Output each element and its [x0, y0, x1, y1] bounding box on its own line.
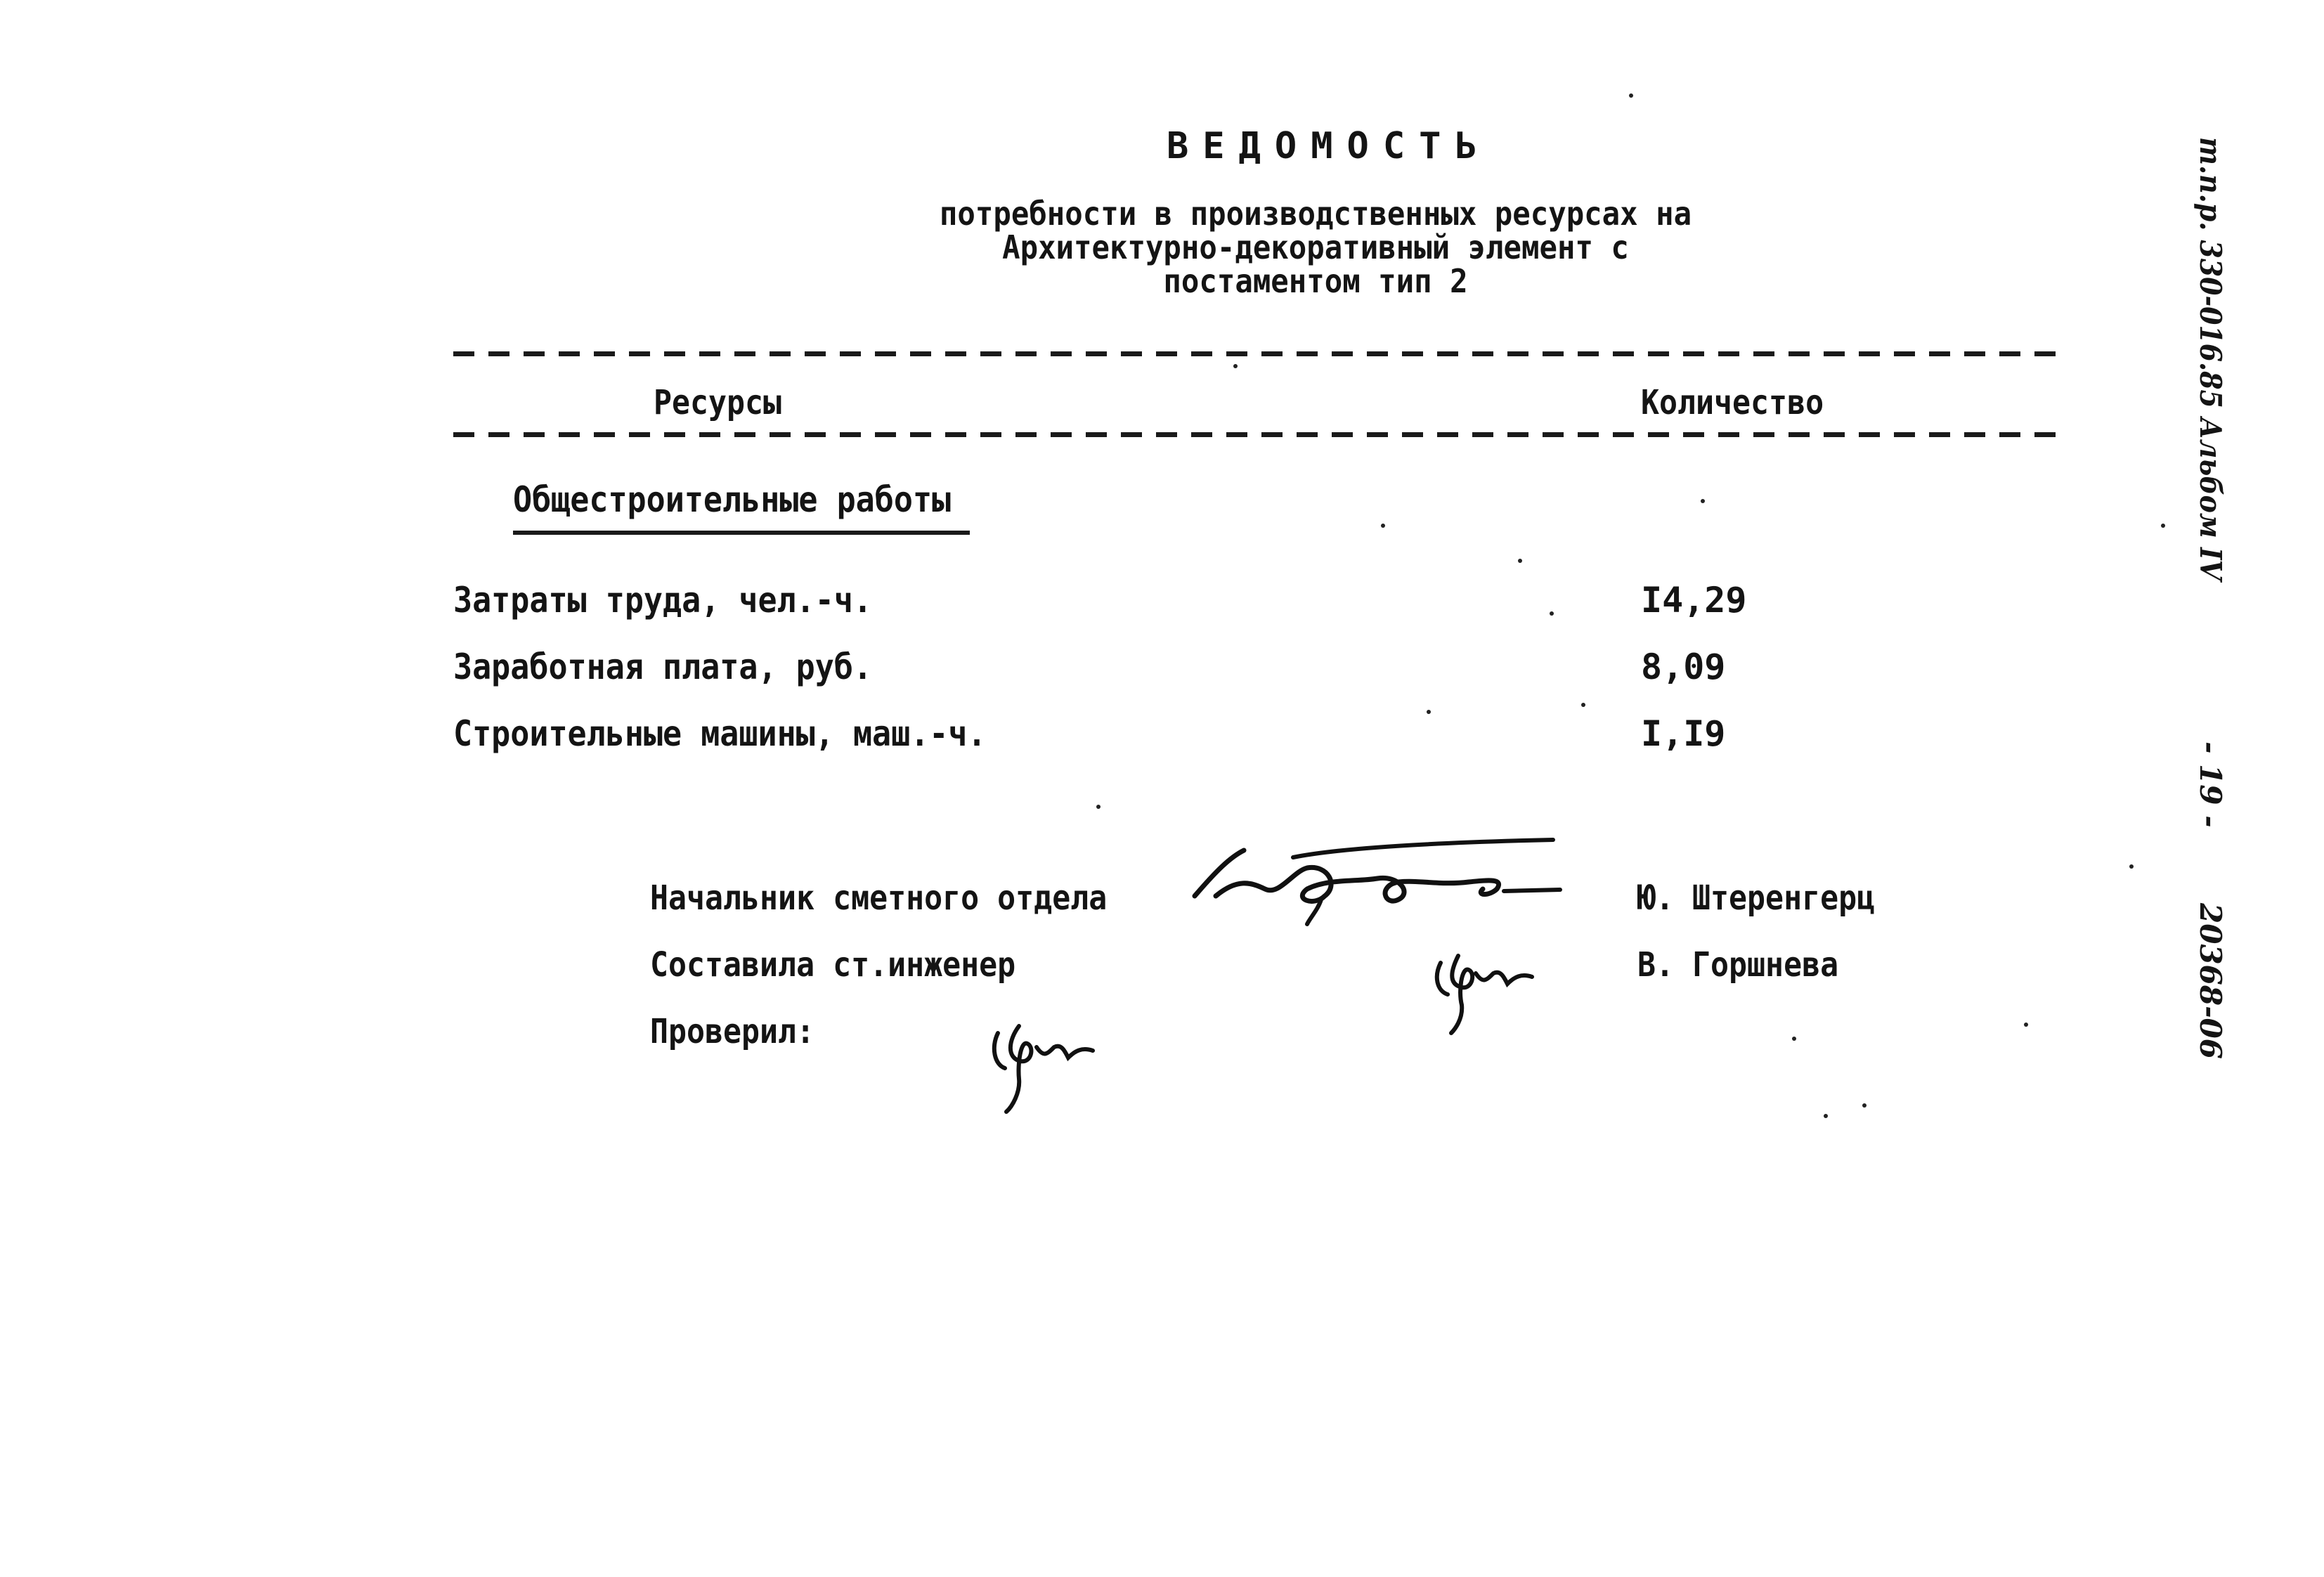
section-title: Общестроительные работы [513, 479, 952, 520]
margin-album-reference: т.п.р. 330-016.85 Альбом IV [2193, 137, 2228, 580]
margin-document-code: 20368-06 [2193, 903, 2228, 1059]
subtitle-line-3: постаментом тип 2 [1163, 262, 1468, 300]
row-value: I,I9 [1641, 713, 1726, 754]
document-title: ВЕДОМОСТЬ [1167, 125, 1491, 167]
scan-speck [1629, 93, 1633, 98]
scan-speck [1550, 611, 1554, 616]
signature-name-engineer: В. Горшнева [1637, 945, 1839, 985]
signature-checked [977, 1005, 1103, 1117]
signature-role-chief: Начальник сметного отдела [650, 878, 1108, 918]
row-label: Затраты труда, чел.-ч. [453, 580, 873, 621]
table-row [453, 580, 2070, 622]
table-header-rule [453, 432, 2063, 437]
scan-speck [1581, 703, 1585, 707]
margin-page-number: - 19 - [2193, 741, 2228, 828]
row-label: Заработная плата, руб. [453, 647, 873, 687]
table-row [453, 647, 2070, 689]
scan-speck [2161, 524, 2165, 528]
table-top-rule [453, 351, 2063, 356]
scan-speck [1381, 524, 1385, 528]
signature-engineer [1420, 935, 1553, 1040]
scan-speck [1427, 710, 1431, 714]
scan-speck [1096, 805, 1101, 809]
scan-speck [1701, 499, 1705, 503]
column-header-quantity: Количество [1641, 383, 1824, 422]
signature-name-chief: Ю. Штеренгерц [1637, 878, 1876, 918]
subtitle-line-2: Архитектурно-декоративный элемент с [1002, 228, 1629, 266]
signature-role-checked: Проверил: [650, 1012, 815, 1051]
row-value: 8,09 [1641, 647, 1726, 687]
scan-speck [1233, 364, 1238, 368]
scan-speck [2024, 1023, 2028, 1027]
row-label: Строительные машины, маш.-ч. [453, 713, 987, 754]
document-subtitle [928, 197, 1703, 298]
signature-chief [1188, 829, 1581, 928]
scan-speck [2129, 864, 2134, 869]
row-value: I4,29 [1641, 580, 1747, 621]
signature-role-engineer: Составила ст.инженер [650, 945, 1016, 985]
scan-speck [1518, 559, 1522, 563]
scan-speck [1824, 1114, 1828, 1118]
column-header-resources: Ресурсы [654, 383, 782, 422]
section-title-underline [513, 531, 970, 535]
scan-speck [1792, 1037, 1796, 1041]
table-row [453, 713, 2070, 755]
subtitle-line-1: потребности в производственных ресурсах на [939, 195, 1692, 233]
scan-speck [1862, 1103, 1867, 1108]
